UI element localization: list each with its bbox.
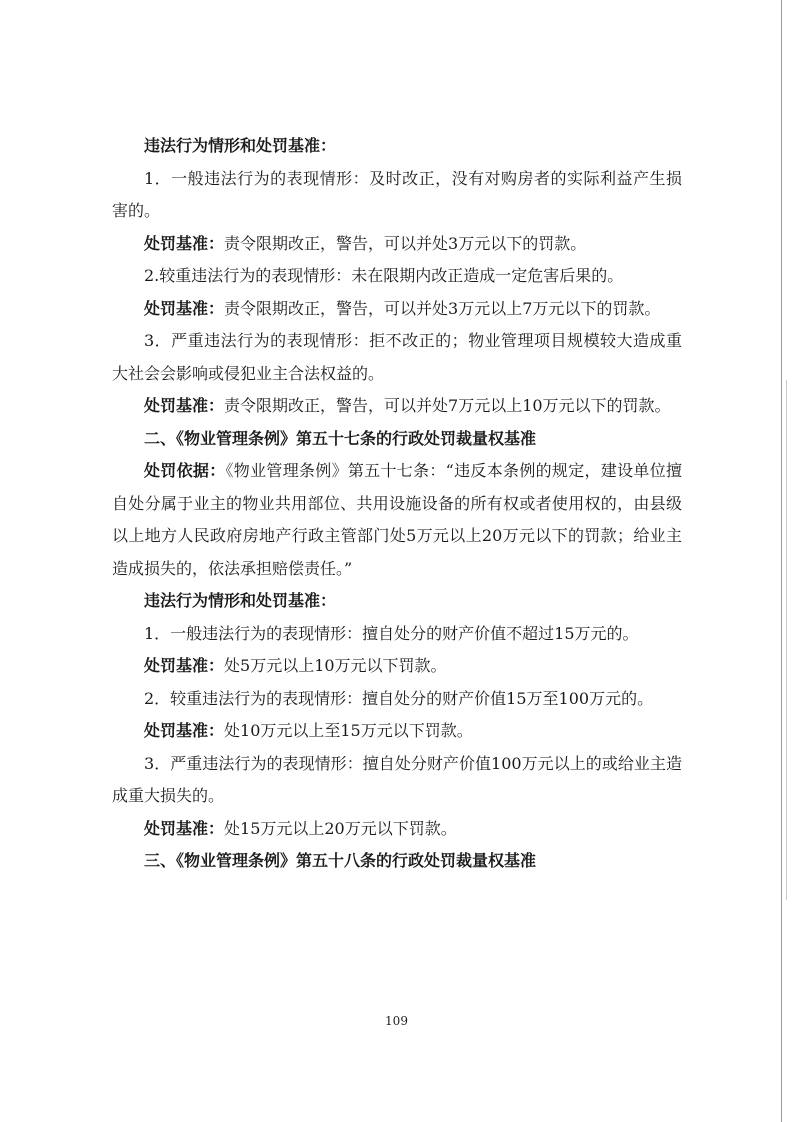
penalty-text: 处5万元以上10万元以下罚款。 xyxy=(224,656,447,675)
paragraph-penalty-serious xyxy=(112,293,682,326)
section-heading-violation-criteria-2: 违法行为情形和处罚基准： xyxy=(144,591,337,610)
penalty-text: 处15万元以上20万元以下罚款。 xyxy=(224,818,457,838)
scan-edge-line xyxy=(781,0,782,1122)
paragraph-penalty-general-2 xyxy=(112,650,682,683)
penalty-text: 责令限期改正，警告，可以并处3万元以下的罚款。 xyxy=(224,233,587,253)
penalty-basis-label: 处罚依据： xyxy=(144,461,226,480)
paragraph-penalty-severe-2 xyxy=(112,813,682,846)
paragraph-penalty-basis-article-57 xyxy=(112,455,682,585)
penalty-label: 处罚基准： xyxy=(144,818,225,838)
penalty-label: 处罚基准： xyxy=(144,656,225,675)
penalty-label: 处罚基准： xyxy=(144,396,225,415)
paragraph-penalty-serious-2 xyxy=(112,715,682,748)
penalty-basis-text: 《物业管理条例》第五十七条：“违反本条例的规定，建设单位擅自处分属于业主的物业共用部位、共用设施设备的所有权或者使用权的，由县级以上地方人民政府房地产行政主管部门处5万元以上20万元以下的罚款；给业主造成损失的，依法承担赔偿责任。” xyxy=(112,461,682,578)
section-heading-article-58: 三、《物业管理条例》第五十八条的行政处罚裁量权基准 xyxy=(144,851,537,870)
paragraph-general-violation: 1．一般违法行为的表现情形：及时改正，没有对购房者的实际利益产生损害的。 xyxy=(112,168,682,220)
penalty-label: 处罚基准： xyxy=(144,233,225,253)
paragraph-severe-violation: 3．严重违法行为的表现情形：拒不改正的；物业管理项目规模较大造成重大社会会影响或侵犯业主合法权益的。 xyxy=(112,331,682,383)
paragraph-penalty-general xyxy=(112,228,682,261)
penalty-label: 处罚基准： xyxy=(144,721,225,740)
page-number: 109 xyxy=(385,1014,408,1028)
paragraph-penalty-severe xyxy=(112,390,682,423)
paragraph-severe-violation-2: 3．严重违法行为的表现情形：擅自处分财产价值100万元以上的或给业主造成重大损失的。 xyxy=(112,753,682,805)
penalty-text: 责令限期改正，警告，可以并处7万元以上10万元以下的罚款。 xyxy=(224,396,671,415)
document-body xyxy=(112,130,682,878)
section-heading-violation-criteria: 违法行为情形和处罚基准： xyxy=(144,136,337,155)
paragraph-serious-violation-2: 2．较重违法行为的表现情形：擅自处分的财产价值15万至100万元的。 xyxy=(144,688,654,708)
penalty-text: 责令限期改正，警告，可以并处3万元以上7万元以下的罚款。 xyxy=(224,298,661,318)
scan-edge-line-faint xyxy=(786,380,787,900)
paragraph-serious-violation: 2.较重违法行为的表现情形：未在限期内改正造成一定危害后果的。 xyxy=(144,266,624,285)
section-heading-article-57: 二、《物业管理条例》第五十七条的行政处罚裁量权基准 xyxy=(144,428,537,448)
penalty-text: 处10万元以上至15万元以下罚款。 xyxy=(224,721,473,740)
penalty-label: 处罚基准： xyxy=(144,298,225,318)
paragraph-general-violation-2: 1．一般违法行为的表现情形：擅自处分的财产价值不超过15万元的。 xyxy=(144,623,639,643)
